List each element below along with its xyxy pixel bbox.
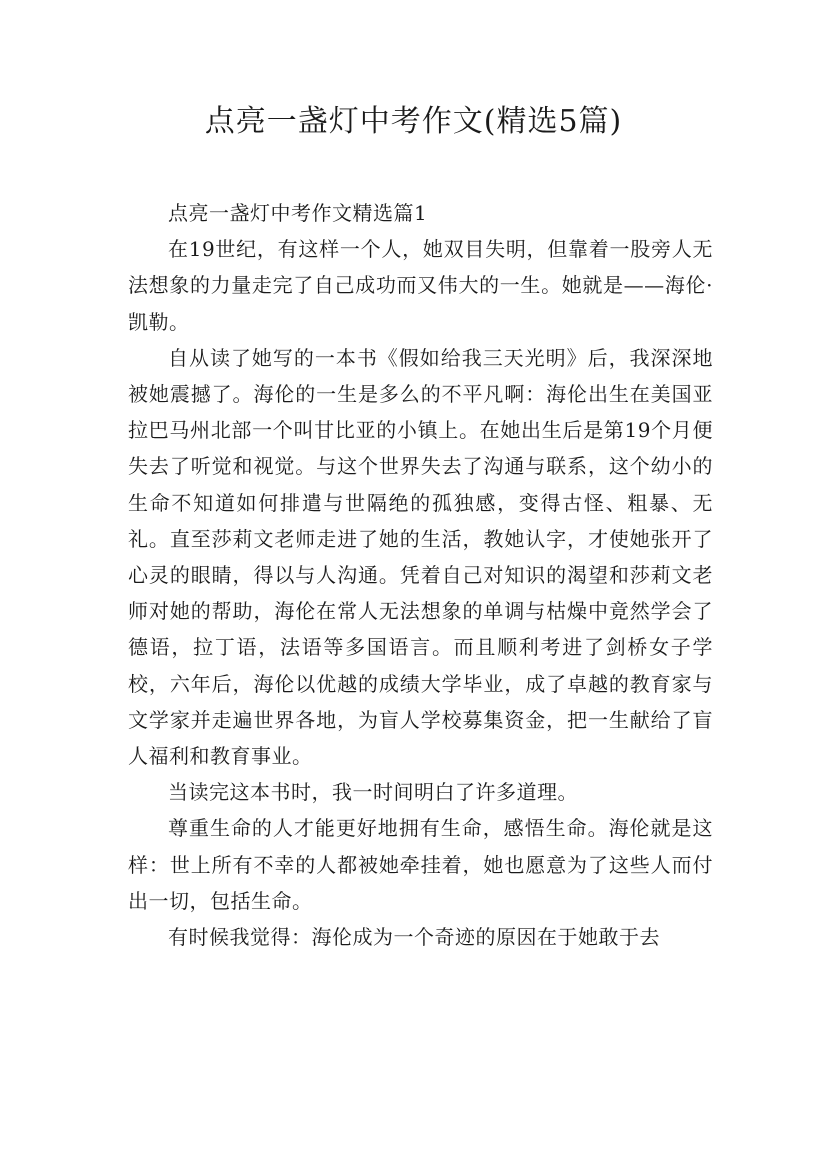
paragraph: 尊重生命的人才能更好地拥有生命，感悟生命。海伦就是这样：世上所有不幸的人都被她牵挂着，她也愿意为了这些人而付出一切，包括生命。 [128,816,713,913]
paragraph: 有时候我觉得：海伦成为一个奇迹的原因在于她敢于去 [168,925,660,950]
paragraph: 自从读了她写的一本书《假如给我三天光明》后，我深深地被她震撼了。海伦的一生是多么的不平凡啊：海伦出生在美国亚拉巴马州北部一个叫甘比亚的小镇上。在她出生后是第19个月便失去了听觉和视觉。与这个世界失去了沟通与联系，这个幼小的生命不知道如何排遣与世隔绝的孤独感，变得古怪、粗暴、无礼。直至莎莉文老师走进了她的生活，教她认字，才使她张开了心灵的眼睛，得以与人沟通。凭着自己对知识的渴望和莎莉文老师对她的帮助，海伦在常人无法想象的单调与枯燥中竟然学会了德语，拉丁语，法语等多国语言。而且顺利考进了剑桥女子学校，六年后，海伦以优越的成绩大学毕业，成了卓越的教育家与文学家并走遍世界各地，为盲人学校募集资金，把一生献给了盲人福利和教育事业。 [128,345,713,769]
paragraph: 当读完这本书时，我一时间明白了许多道理。 [168,780,578,805]
document-body [128,195,713,955]
section-heading: 点亮一盏灯中考作文精选篇1 [168,201,428,225]
paragraph: 在19世纪，有这样一个人，她双目失明，但靠着一股旁人无法想象的力量走完了自己成功而又伟大的一生。她就是——海伦·凯勒。 [128,237,713,334]
document-title: 点亮一盏灯中考作文(精选5篇) [204,104,623,139]
